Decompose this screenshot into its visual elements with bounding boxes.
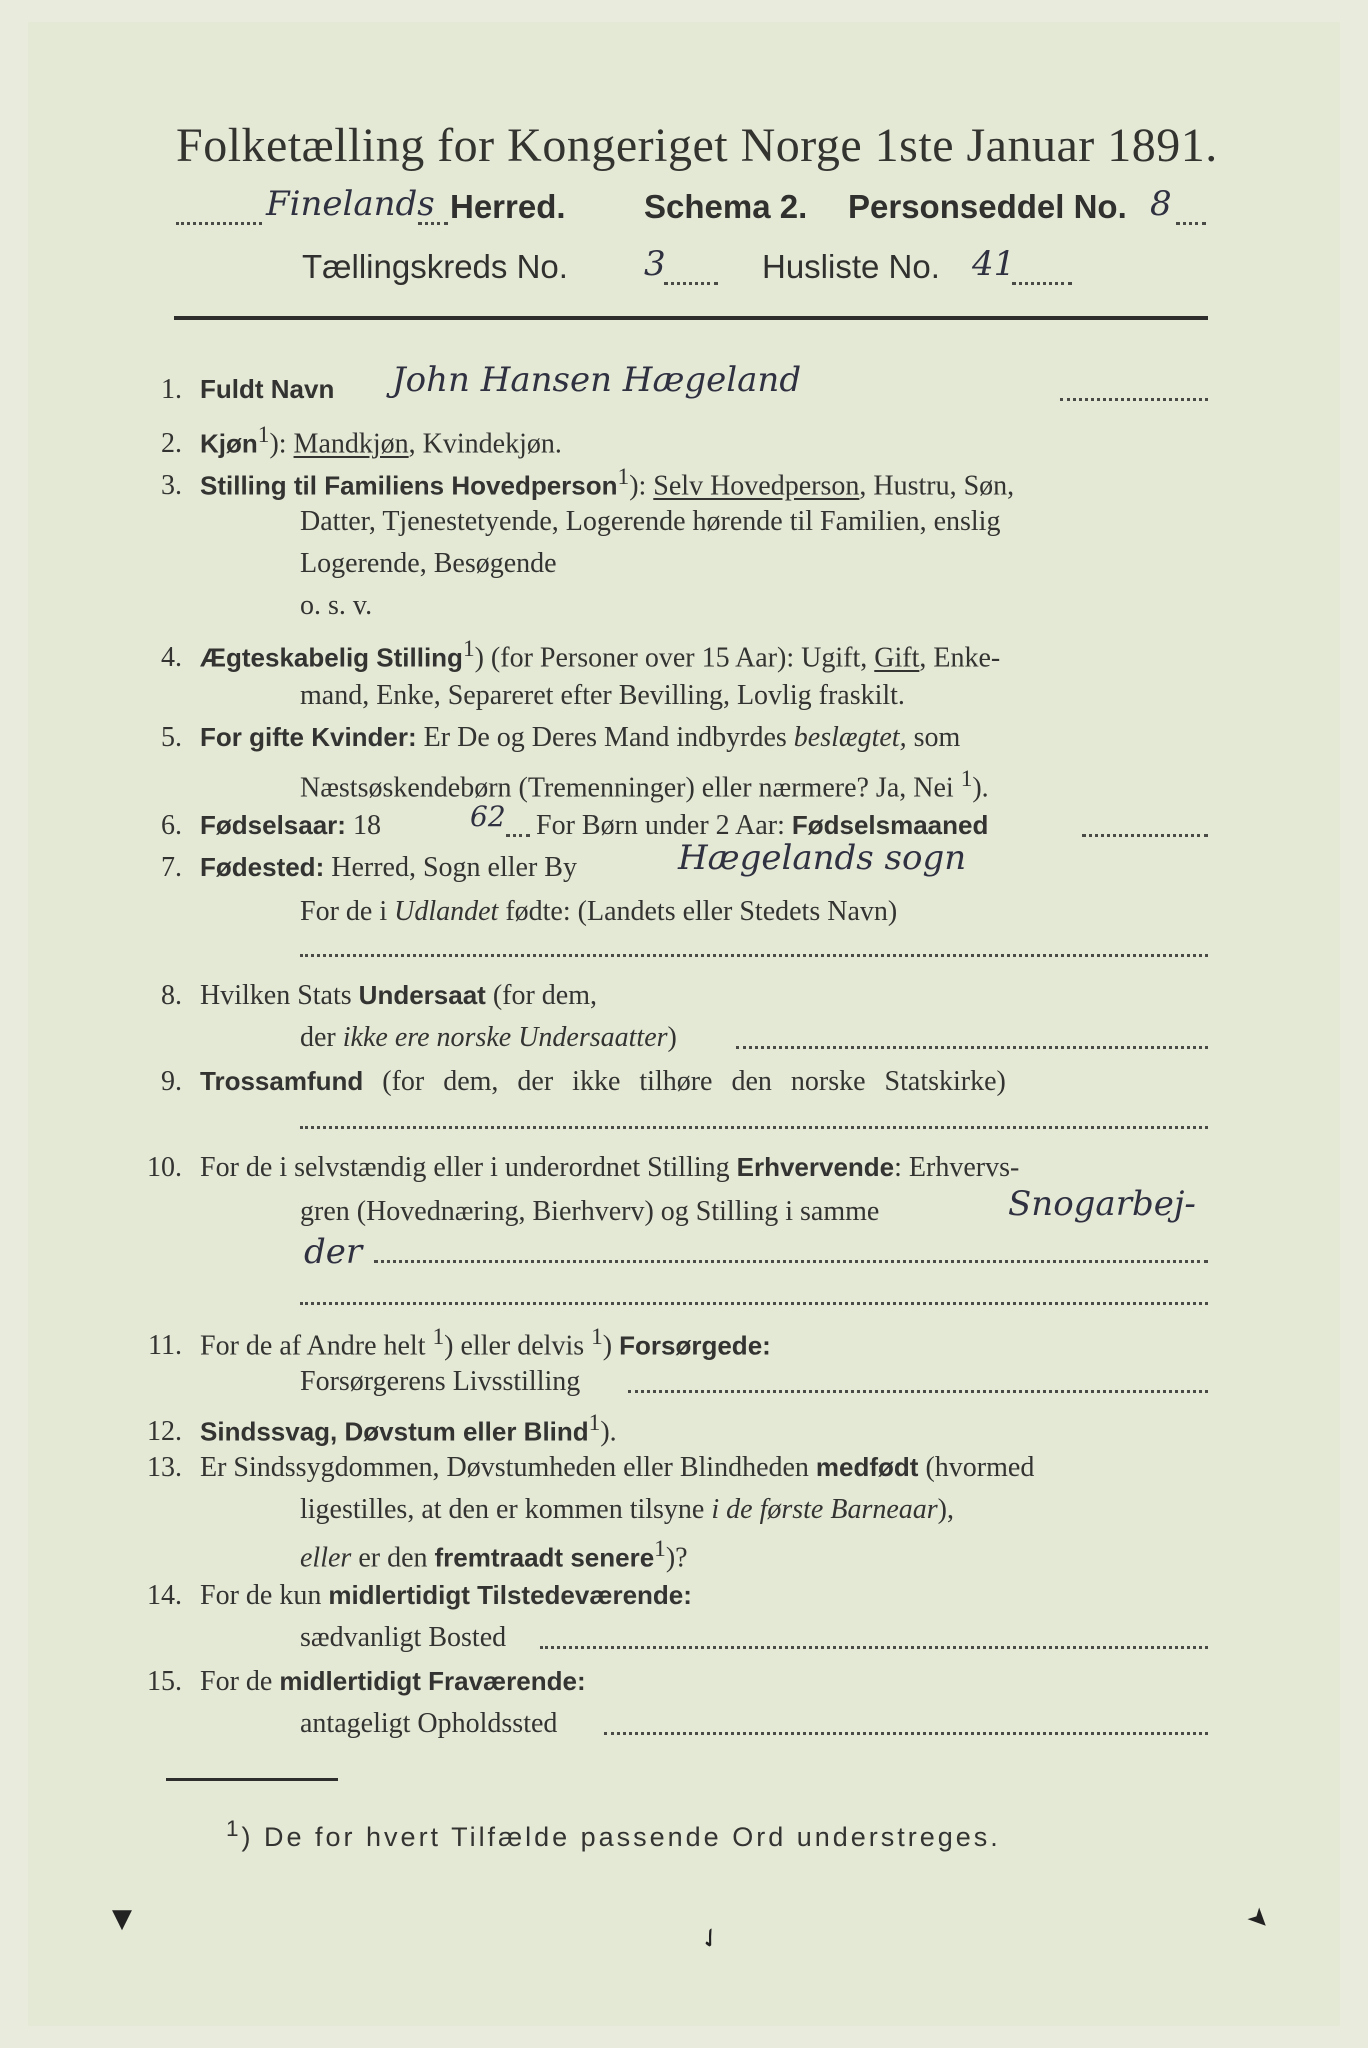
q5-footnote-ref: 1 <box>960 766 973 792</box>
q13-row <box>120 1452 1034 1484</box>
q7-label: Fødested: <box>200 852 325 882</box>
leader-dots <box>176 222 262 225</box>
q8-line2b: ) <box>667 1022 677 1053</box>
q4-label: Ægteskabelig Stilling <box>200 642 463 673</box>
footnote-text: ) De for hvert Tilfælde passende Ord understreges. <box>241 1822 1001 1852</box>
leader-dots <box>604 1732 1208 1735</box>
q3-sep: ): <box>629 470 654 502</box>
q5-post: som <box>906 722 961 753</box>
q11-line2: Forsørgerens Livsstilling <box>300 1366 581 1397</box>
q5-end: ). <box>972 772 989 804</box>
q13-post: (hvormed <box>918 1452 1035 1483</box>
q12-row <box>120 1410 617 1448</box>
q13-line3c: )? <box>665 1542 688 1574</box>
leader-dots <box>418 222 448 225</box>
q10-occupation-value-2: der <box>304 1232 363 1272</box>
q15-pre: For de <box>200 1666 280 1697</box>
q13-line3-bold: fremtraadt senere <box>434 1542 655 1573</box>
schema-label: Schema 2. <box>644 188 808 225</box>
q9-rest: (for dem, der ikke tilhøre den norske Statskirke) <box>363 1066 1006 1097</box>
q3-footnote-ref: 1 <box>617 464 630 490</box>
q14-line2: sædvanligt Bosted <box>300 1622 507 1653</box>
q4-line2: mand, Enke, Separeret efter Bevilling, Lovlig fraskilt. <box>300 680 905 711</box>
q4-post: , Enke- <box>919 642 1001 674</box>
q12-footnote-ref: 1 <box>588 1410 601 1436</box>
answer-line <box>300 1126 1208 1129</box>
q11-row <box>120 1324 771 1362</box>
q2-label: Kjøn <box>200 428 258 459</box>
form-title: Folketælling for Kongeriget Norge 1ste Januar 1891. <box>176 119 1218 172</box>
q5-line2: Næstsøskendebørn (Tremenninger) eller nærmere? Ja, Nei <box>300 772 961 804</box>
q14-number: 14. <box>147 1580 182 1611</box>
q5-pre: Er De og Deres Mand indbyrdes <box>416 722 794 753</box>
q8-number: 8. <box>161 980 182 1011</box>
q15-line2: antageligt Opholdssted <box>300 1708 558 1739</box>
q2-selected-option: Mandkjøn <box>293 428 409 460</box>
q10-label: Erhvervende <box>736 1152 895 1182</box>
q1-number: 1. <box>161 374 182 405</box>
q10-line2: gren (Hovednæring, Bierhverv) og Stilling i samme <box>300 1196 880 1227</box>
q8-post: (for dem, <box>485 980 598 1011</box>
answer-line <box>300 1302 1208 1305</box>
leader-dots <box>540 1646 1208 1649</box>
q2-footnote-ref: 1 <box>257 422 270 448</box>
q7-line2b: fødte: (Landets eller Stedets Navn) <box>498 896 898 927</box>
q3-label: Stilling til Familiens Hovedperson <box>200 470 618 501</box>
q7-number: 7. <box>161 852 182 883</box>
q7-pre: Herred, Sogn eller By <box>324 852 577 883</box>
q9-label: Trossamfund <box>200 1066 364 1096</box>
leader-dots <box>664 282 718 285</box>
q1-value: John Hansen Hægeland <box>392 360 802 400</box>
q2-row <box>120 422 562 460</box>
q13-number: 13. <box>147 1452 182 1483</box>
q3-line4: o. s. v. <box>300 590 373 621</box>
q9-number: 9. <box>161 1066 182 1097</box>
q11-number: 11. <box>148 1330 182 1362</box>
q7-line2 <box>300 896 897 928</box>
q14-row <box>120 1580 692 1612</box>
q8-line2-italic: ikke ere norske Undersaatter <box>342 1022 668 1053</box>
leader-dots <box>1060 398 1208 401</box>
husliste-label: Husliste No. <box>762 248 940 285</box>
q10-row <box>120 1152 1019 1184</box>
q5-row <box>120 722 960 754</box>
q2-rest: , Kvindekjøn. <box>408 428 562 460</box>
corner-mark-icon: ➤ <box>1240 1900 1278 1938</box>
tick-mark-icon: ✓ <box>693 1920 729 1958</box>
leader-dots <box>736 1046 1208 1049</box>
q6-birthyear-value: 62 <box>470 800 506 833</box>
q5-number: 5. <box>161 722 182 753</box>
answer-line <box>374 1260 1208 1263</box>
q3-rest: , Hustru, Søn, <box>859 470 1015 502</box>
leader-dots <box>1012 282 1072 285</box>
q11-label: Forsørgede: <box>619 1330 771 1361</box>
q8-row <box>120 980 597 1012</box>
q3-line2: Datter, Tjenestetyende, Logerende hørende til Familien, enslig <box>300 506 1001 537</box>
footnote <box>226 1816 1001 1853</box>
husliste-value: 41 <box>972 244 1016 284</box>
q4-footnote-ref: 1 <box>462 636 475 662</box>
q13-footnote-ref: 1 <box>654 1536 666 1562</box>
leader-dots <box>628 1390 1208 1393</box>
q4-pre: ) (for Personer over 15 Aar): Ugift, <box>474 642 875 674</box>
taellingskreds-label: Tællingskreds No. <box>302 248 568 285</box>
q6-label: Fødselsaar: <box>200 810 346 840</box>
q1-row <box>120 374 334 406</box>
q10-pre: For de i selvstændig eller i underordnet Stilling <box>200 1152 737 1183</box>
q13-line2 <box>300 1494 954 1526</box>
q11-pre: For de af Andre helt <box>200 1330 433 1362</box>
q13-pre: Er Sindssygdommen, Døvstumheden eller Blindheden <box>200 1452 816 1483</box>
q10-post: : Erhvervs- <box>894 1152 1020 1183</box>
q11-footnote-ref: 1 <box>432 1324 445 1350</box>
q13-line3a: er den <box>351 1542 435 1574</box>
header-rule <box>174 316 1208 320</box>
q11-footnote-ref-2: 1 <box>591 1324 603 1350</box>
q13-line2-italic: i de første Barneaar <box>711 1494 938 1525</box>
q7-line2-italic: Udlandet <box>394 896 499 927</box>
q13-line3 <box>300 1536 688 1574</box>
q6-prefix: 18 <box>345 810 381 841</box>
q12-end: ). <box>600 1416 617 1448</box>
q13-line3-italic: eller <box>300 1542 352 1574</box>
q4-row <box>120 636 1000 674</box>
herred-label: Herred. <box>450 188 566 225</box>
q5-line2-row <box>300 766 989 804</box>
q13-line2a: ligestilles, at den er kommen tilsyne <box>300 1494 712 1525</box>
q2-sep: ): <box>269 428 294 460</box>
personseddel-value: 8 <box>1150 184 1172 224</box>
q11-mid2: ) <box>602 1330 620 1362</box>
taellingskreds-value: 3 <box>644 244 666 284</box>
leader-dots <box>506 834 530 837</box>
q4-selected-option: Gift <box>874 642 920 674</box>
q14-pre: For de kun <box>200 1580 329 1611</box>
q7-row <box>120 852 577 884</box>
q4-number: 4. <box>161 642 182 674</box>
q3-number: 3. <box>161 470 182 502</box>
herred-value: Finelands <box>266 184 435 224</box>
q6-label2: Fødselsmaaned <box>791 810 989 840</box>
q10-number: 10. <box>147 1152 182 1183</box>
q8-label: Undersaat <box>358 980 486 1010</box>
q15-label: midlertidigt Fraværende: <box>279 1666 586 1696</box>
q11-mid: ) eller delvis <box>444 1330 592 1362</box>
q9-row <box>120 1066 1006 1098</box>
leader-dots <box>1176 222 1206 225</box>
q6-mid: For Børn under 2 Aar: <box>536 810 792 841</box>
q13-line2b: ), <box>937 1494 954 1525</box>
leader-dots <box>1082 834 1208 837</box>
q3-selected-option: Selv Hovedperson <box>653 470 860 502</box>
footnote-rule <box>166 1778 338 1781</box>
q5-italic: beslægtet, <box>793 722 907 753</box>
q8-line2a: der <box>300 1022 343 1053</box>
q15-row <box>120 1666 586 1698</box>
answer-line <box>300 954 1208 957</box>
q5-label: For gifte Kvinder: <box>200 722 417 752</box>
q7-birthplace-value: Hægelands sogn <box>678 838 967 878</box>
q12-label: Sindssvag, Døvstum eller Blind <box>200 1416 589 1447</box>
q6-number: 6. <box>161 810 182 841</box>
q3-line3: Logerende, Besøgende <box>300 548 557 579</box>
q6-row <box>120 810 381 842</box>
q1-label: Fuldt Navn <box>200 374 335 404</box>
q2-number: 2. <box>161 428 182 460</box>
footnote-ref: 1 <box>226 1816 242 1841</box>
q3-row <box>120 464 1014 502</box>
q10-occupation-value-1: Snogarbej- <box>1008 1184 1196 1224</box>
q12-number: 12. <box>147 1416 182 1448</box>
q15-number: 15. <box>147 1666 182 1697</box>
q13-label: medfødt <box>815 1452 919 1482</box>
q7-line2a: For de i <box>300 896 395 927</box>
q8-line2 <box>300 1022 677 1054</box>
q8-pre: Hvilken Stats <box>200 980 359 1011</box>
personseddel-label: Personseddel No. <box>848 188 1127 225</box>
q14-label: midlertidigt Tilstedeværende: <box>328 1580 692 1610</box>
corner-mark-icon: ▼ <box>112 1904 132 1934</box>
